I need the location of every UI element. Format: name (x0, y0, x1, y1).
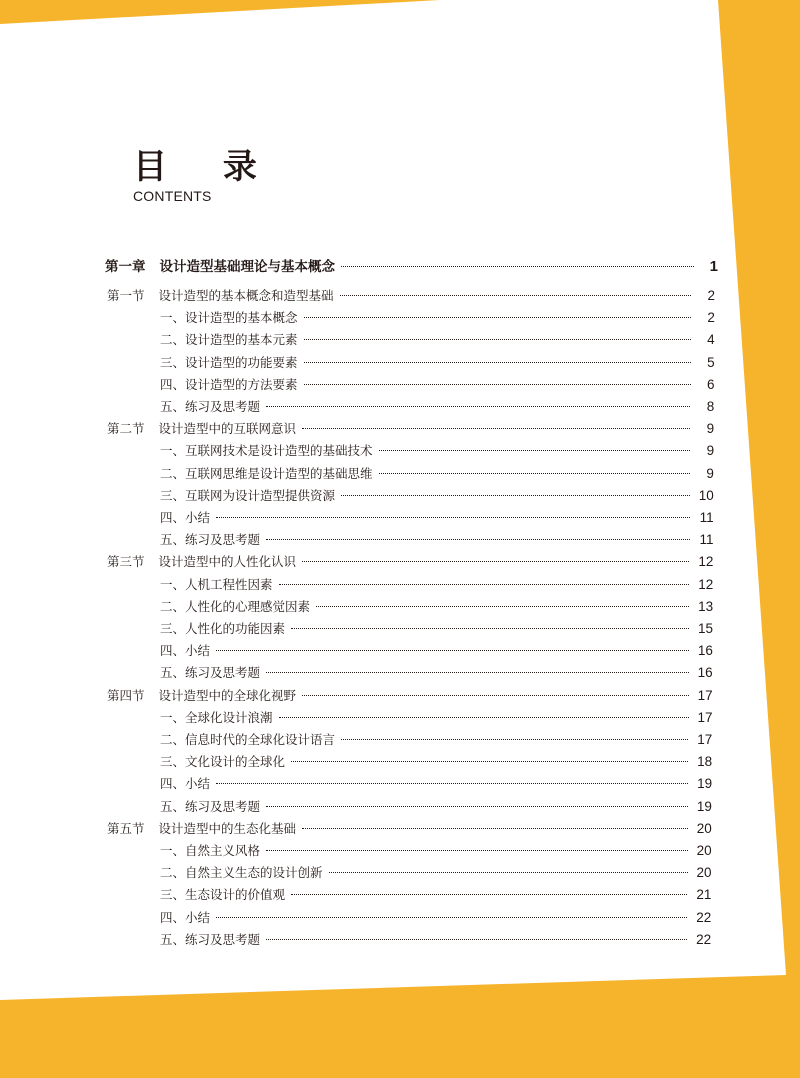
toc-subsection-row[interactable] (160, 908, 711, 928)
section-number: 第二节 (107, 421, 145, 437)
dot-leader (216, 917, 687, 918)
toc-subsection-row[interactable] (160, 730, 712, 750)
chapter-title: 设计造型基础理论与基本概念 (159, 259, 335, 275)
dot-leader (304, 317, 691, 318)
dot-leader (279, 717, 689, 718)
entry-page: 20 (696, 843, 712, 858)
toc-chapter-row[interactable] (105, 257, 718, 277)
entry-title: 二、信息时代的全球化设计语言 (160, 732, 336, 747)
entry-page: 15 (697, 621, 713, 636)
dot-leader (302, 561, 689, 562)
toc-subsection-row[interactable] (160, 464, 714, 484)
dot-leader (266, 806, 688, 807)
toc-subsection-row[interactable] (160, 663, 713, 683)
entry-title: 设计造型中的互联网意识 (158, 421, 297, 437)
entry-page: 19 (696, 798, 712, 814)
toc-subsection-row[interactable] (160, 308, 715, 328)
entry-title: 五、练习及思考题 (160, 798, 261, 814)
toc-section-row[interactable] (107, 286, 715, 306)
toc-subsection-row[interactable] (160, 752, 712, 772)
entry-title: 三、互联网为设计造型提供资源 (160, 487, 336, 503)
entry-label (160, 530, 260, 550)
entry-label (160, 774, 210, 794)
entry-page: 22 (696, 931, 712, 947)
section-number: 第五节 (107, 820, 145, 836)
entry-title: 四、小结 (160, 643, 211, 659)
entry-label (160, 464, 373, 484)
entry-title: 二、互联网思维是设计造型的基础思维 (160, 465, 373, 481)
entry-label (160, 441, 373, 461)
entry-page: 9 (706, 421, 715, 437)
entry-title: 一、设计造型的基本概念 (160, 310, 298, 326)
toc-subsection-row[interactable] (160, 441, 714, 461)
toc-section-row[interactable] (107, 419, 714, 439)
entry-label (160, 752, 285, 772)
entry-label (160, 885, 285, 905)
entry-label (160, 841, 260, 861)
dot-leader (216, 650, 689, 651)
entry-title: 一、自然主义风格 (160, 843, 261, 858)
dot-leader (266, 850, 688, 851)
toc-subsection-row[interactable] (160, 353, 715, 373)
entry-label (160, 708, 273, 728)
dot-leader (291, 628, 689, 629)
entry-page: 5 (707, 354, 715, 370)
entry-title: 一、人机工程性因素 (160, 576, 273, 592)
entry-title: 三、设计造型的功能要素 (160, 354, 298, 370)
entry-label (160, 597, 310, 617)
entry-page: 9 (706, 465, 714, 481)
dot-leader (341, 739, 688, 740)
dot-leader (279, 584, 690, 585)
entry-title: 四、设计造型的方法要素 (160, 376, 298, 392)
entry-page: 16 (697, 665, 713, 681)
entry-title: 五、练习及思考题 (160, 665, 261, 681)
entry-page: 17 (697, 687, 713, 703)
entry-page: 20 (696, 820, 712, 836)
toc-subsection-row[interactable] (160, 397, 714, 417)
dot-leader (266, 672, 689, 673)
entry-title: 四、小结 (160, 510, 211, 525)
entry-label (160, 308, 298, 328)
page-title: 目 录 (133, 147, 279, 187)
entry-label (160, 663, 260, 683)
entry-page: 6 (706, 376, 715, 392)
entry-label (107, 819, 296, 839)
entry-label (107, 686, 296, 706)
entry-page: 11 (699, 532, 714, 548)
toc-subsection-row[interactable] (160, 708, 713, 728)
entry-page: 8 (706, 399, 715, 414)
entry-page: 16 (697, 643, 713, 659)
toc-subsection-row[interactable] (160, 841, 712, 861)
entry-label (160, 730, 335, 750)
entry-label (160, 619, 285, 639)
entry-label (160, 797, 260, 817)
entry-page: 17 (697, 732, 713, 747)
toc-subsection-row[interactable] (160, 619, 713, 639)
entry-page: 20 (696, 865, 712, 881)
entry-title: 五、练习及思考题 (160, 931, 261, 947)
entry-title: 一、互联网技术是设计造型的基础技术 (160, 443, 373, 459)
dot-leader (266, 939, 687, 940)
entry-page: 21 (696, 887, 712, 903)
entry-page: 12 (698, 576, 714, 592)
entry-label (107, 552, 296, 572)
entry-page: 9 (706, 443, 715, 459)
chapter-label (105, 257, 335, 277)
dot-leader (302, 428, 690, 429)
toc-section-row[interactable] (107, 552, 713, 572)
section-number: 第四节 (107, 687, 145, 703)
entry-page: 10 (698, 487, 714, 503)
entry-title: 三、生态设计的价值观 (160, 887, 286, 903)
entry-title: 五、练习及思考题 (160, 399, 261, 414)
chapter-number: 第一章 (105, 259, 146, 275)
dot-leader (291, 894, 687, 895)
dot-leader (304, 339, 691, 340)
entry-label (160, 330, 298, 350)
chapter-page: 1 (709, 258, 718, 275)
dot-leader (216, 783, 688, 784)
entry-label (160, 641, 210, 661)
toc-subsection-row[interactable] (160, 486, 714, 506)
toc-subsection-row[interactable] (160, 597, 713, 617)
page-subtitle: CONTENTS (133, 188, 212, 204)
entry-page: 17 (697, 709, 713, 725)
toc-subsection-row[interactable] (160, 575, 713, 595)
entry-page: 2 (707, 288, 715, 303)
toc-subsection-row[interactable] (160, 641, 713, 661)
toc-subsection-row[interactable] (160, 530, 714, 550)
entry-page: 18 (697, 754, 713, 770)
entry-label (160, 930, 260, 950)
toc-subsection-row[interactable] (160, 774, 712, 794)
dot-leader (316, 606, 689, 607)
toc-subsection-row[interactable] (160, 797, 712, 817)
entry-page: 13 (698, 598, 714, 614)
section-number: 第一节 (107, 288, 145, 303)
entry-page: 19 (697, 776, 713, 792)
entry-title: 四、小结 (160, 776, 211, 792)
toc-section-row[interactable] (107, 819, 712, 839)
entry-label (160, 575, 273, 595)
entry-page: 4 (707, 332, 715, 348)
entry-title: 三、文化设计的全球化 (160, 754, 286, 770)
dot-leader (329, 872, 688, 873)
entry-label (160, 397, 260, 417)
toc-subsection-row[interactable] (160, 375, 715, 395)
dot-leader (340, 295, 691, 296)
dot-leader (266, 539, 689, 540)
toc-subsection-row[interactable] (160, 330, 715, 350)
entry-title: 一、全球化设计浪潮 (160, 709, 273, 725)
entry-title: 设计造型中的人性化认识 (158, 554, 297, 570)
entry-title: 三、人性化的功能因素 (160, 621, 286, 636)
dot-leader (341, 495, 690, 496)
entry-title: 二、人性化的心理感觉因素 (160, 598, 311, 614)
dot-leader (302, 695, 689, 696)
entry-page: 2 (707, 310, 715, 326)
dot-leader (304, 362, 691, 363)
entry-title: 二、自然主义生态的设计创新 (160, 865, 323, 881)
entry-label (160, 908, 210, 928)
entry-title: 四、小结 (160, 909, 211, 925)
entry-label (160, 863, 323, 883)
toc-subsection-row[interactable] (160, 930, 711, 950)
dot-leader (341, 266, 694, 267)
entry-title: 设计造型中的全球化视野 (158, 687, 297, 703)
entry-page: 22 (696, 909, 712, 925)
section-number: 第三节 (107, 554, 145, 570)
dot-leader (302, 828, 688, 829)
entry-label (107, 286, 334, 306)
dot-leader (266, 406, 690, 407)
toc-subsection-row[interactable] (160, 508, 714, 528)
entry-title: 二、设计造型的基本元素 (160, 332, 298, 348)
toc-subsection-row[interactable] (160, 863, 712, 883)
dot-leader (379, 473, 690, 474)
entry-title: 设计造型中的生态化基础 (158, 820, 297, 836)
dot-leader (291, 761, 688, 762)
entry-label (107, 419, 296, 439)
entry-label (160, 353, 298, 373)
dot-leader (379, 450, 691, 451)
entry-label (160, 375, 298, 395)
toc-subsection-row[interactable] (160, 885, 711, 905)
toc-section-row[interactable] (107, 686, 713, 706)
entry-label (160, 508, 210, 528)
entry-title: 五、练习及思考题 (160, 532, 261, 548)
entry-page: 12 (698, 554, 714, 570)
entry-title: 设计造型的基本概念和造型基础 (158, 288, 334, 303)
dot-leader (216, 517, 690, 518)
dot-leader (304, 384, 691, 385)
entry-label (160, 486, 335, 506)
entry-page: 11 (699, 510, 714, 525)
